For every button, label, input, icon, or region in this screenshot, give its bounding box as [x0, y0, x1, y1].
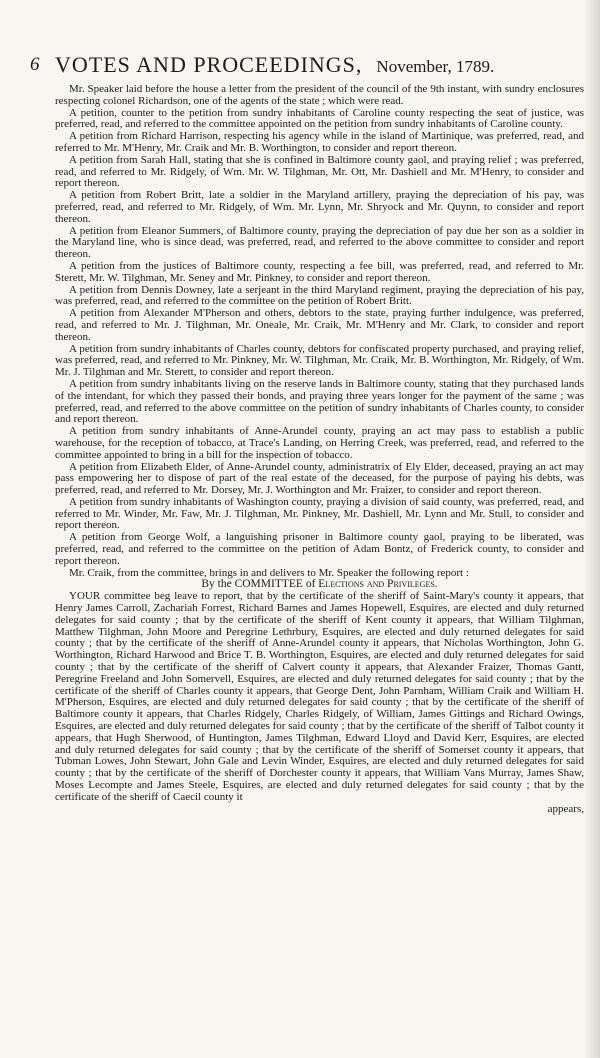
committee-heading-rest: Elections and Privileges. [318, 578, 438, 591]
paragraph: A petition from sundry inhabitants of Anne-Arundel county, praying an act may pass to establish a public warehouse, for the reception of tobacco, at Trace's Landing, on Herring Creek, was preferred, read, and referred to the committee appointed to bring in a bill for the inspection of tobacco. [55, 425, 584, 461]
page-edge [584, 0, 600, 1058]
paragraph: A petition, counter to the petition from sundry inhabitants of Caroline county respecting the seat of justice, was preferred, read, and referred to the committee appointed on the petition from sundry inhabitants of Caroline county. [55, 106, 584, 131]
paragraph: Mr. Speaker laid before the house a letter from the president of the council of the 9th instant, with sundry enclosures respecting colonel Richardson, one of the agents of the state ; which were read. [55, 83, 584, 107]
committee-heading-name: COMMITTEE [234, 578, 303, 591]
page-number: 6 [30, 54, 40, 75]
running-header [55, 52, 584, 78]
paragraph: A petition from Dennis Downey, late a serjeant in the third Maryland regiment, praying the depreciation of his pay, was preferred, read, and referred to the committee on the petition of Robert Britt. [55, 283, 584, 308]
paragraph: A petition from Richard Harrison, respecting his agency while in the island of Martinique, was preferred, read, and referred to Mr. M'Henry, Mr. Craik and Mr. B. Worthington, to consider and report thereon. [55, 130, 584, 154]
paragraph: A petition from sundry inhabitants of Charles county, debtors for confiscated property purchased, and praying relief, was preferred, read, and referred to Mr. Pinkney, Mr. W. Tilghman, Mr. Craik, Mr. B. Worthington, Mr. Ridgely, of Wm. Mr. J. Tilghman and Mr. Sterett, to consider and report thereon. [55, 342, 584, 379]
paragraph: A petition from Alexander M'Pherson and others, debtors to the state, praying further indulgence, was preferred, read, and referred to Mr. J. Tilghman, Mr. Oneale, Mr. Craik, Mr. M'Henry and Mr. Clark, to consider and report thereon. [55, 307, 584, 343]
paragraph: A petition from sundry inhabitants of Washington county, praying a division of said county, was preferred, read, and referred to Mr. Winder, Mr. Faw, Mr. J. Tilghman, Mr. Pinkney, Mr. Dashiell, Mr. Lynn and Mr. Stull, to consider and report thereon. [55, 495, 584, 532]
catchword: appears, [547, 802, 584, 815]
paragraph: A petition from Sarah Hall, stating that she is confined in Baltimore county gaol, and praying relief ; was preferred, read, and referred to Mr. Ridgely, of Wm. Mr. W. Tilghman, Mr. Ott, Mr. Dashiell and Mr. M'Henry, to consider and report thereon. [55, 153, 584, 190]
paragraph: A petition from George Wolf, a languishing prisoner in Baltimore county gaol, praying to be liberated, was preferred, read, and referred to the committee on the petition of Adam Bontz, of Frederick county, to consider and report thereon. [55, 531, 584, 567]
paragraph: A petition from sundry inhabitants living on the reserve lands in Baltimore county, stating that they purchased lands of the intendant, for which they passed their bonds, and praying three years longer for the payment of the same ; was preferred, read, and referred to the above committee on the petition of sundry inhabitants of Charles county, to consider and report thereon. [55, 377, 584, 426]
running-head-title: VOTES AND PROCEEDINGS, [55, 52, 363, 77]
paragraph: A petition from Robert Britt, late a soldier in the Maryland artillery, praying the depreciation of his pay, was preferred, read, and referred to Mr. Ridgely, of Wm. Mr. Lynn, Mr. Shryock and Mr. Quynn, to consider and report thereon. [55, 189, 584, 225]
body-text [55, 84, 584, 815]
running-head-date: November, 1789. [376, 57, 495, 76]
paragraph: A petition from Elizabeth Elder, of Anne-Arundel county, administratrix of Ely Elder, deceased, praying an act may pass empowering her to dispose of part of the real estate of the deceased, for the purpose of paying his debts, was preferred, read, and referred to Mr. Dorsey, Mr. J. Worthington and Mr. Fraizer, to consider and report thereon. [55, 460, 584, 497]
committee-heading-middle: of [305, 578, 316, 591]
paragraph: A petition from Eleanor Summers, of Baltimore county, praying the depreciation of pay due her son as a soldier in the Maryland line, who is since dead, was preferred, read, and referred to the above committee to consider and report thereon. [55, 224, 584, 261]
paragraph: Mr. Craik, from the committee, brings in and delivers to Mr. Speaker the following report : [69, 566, 469, 579]
paragraph: A petition from the justices of Baltimore county, respecting a fee bill, was preferred, read, and referred to Mr. Sterett, Mr. W. Tilghman, Mr. Seney and Mr. Pinkney, to consider and report thereon. [55, 259, 584, 284]
report-paragraph: YOUR committee beg leave to report, that by the certificate of the sheriff of Saint-Mary's county it appears, that Henry James Carroll, Zachariah Forrest, Richard Barnes and James Hopewell, Esquires, are elected and duly returned delegates for said county ; that by the certificate of the sheriff of Kent county it appears, that William Tilghman, Matthew Tilghman, John Moore and Peregrine Lethrbury, Esquires, are elected and duly returned delegates for said county ; that by the certificate of the sheriff of Anne-Arundel county it appears, that Nicholas Worthington, John G. Worthington, Richard Harwood and Brice T. B. Worthington, Esquires, are elected and duly returned delegates for said county ; that by the certificate of the sheriff of Calvert county it appears, that Alexander Fraizer, Thomas Gantt, Peregrine Freeland and John Somervell, Esquires, are elected and duly returned delegates for said county ; that by the certificate of the sheriff of Charles county it appears, that George Dent, John Parnham, William Craik and William H. M'Pherson, Esquires, are elected and duly returned delegates for said county ; that by the certificate of the sheriff of Baltimore county it appears, that Charles Ridgely, Charles Ridgely, of William, James Gittings and Richard Owings, Esquires, are elected and duly returned delegates for said county ; that by the certificate of the sheriff of Talbot county it appears, that Hugh Sherwood, of Huntington, James Tilghman, Edward Lloyd and David Kerr, Esquires, are elected and duly returned delegates for said county ; that by the certificate of the sheriff of Somerset county it appears, that Tubman Lowes, John Stewart, John Gale and Levin Winder, Esquires, are elected and duly returned delegates for said county ; that by the certificate of the sheriff of Dorchester county it appears, that William Vans Murray, James Shaw, Moses Lecompte and James Steele, Esquires, are elected and duly returned delegates for said county ; that by the certificate of the sheriff of Caecil county it [55, 590, 584, 803]
committee-heading-prefix: By the [201, 578, 232, 591]
page-content [55, 52, 584, 815]
